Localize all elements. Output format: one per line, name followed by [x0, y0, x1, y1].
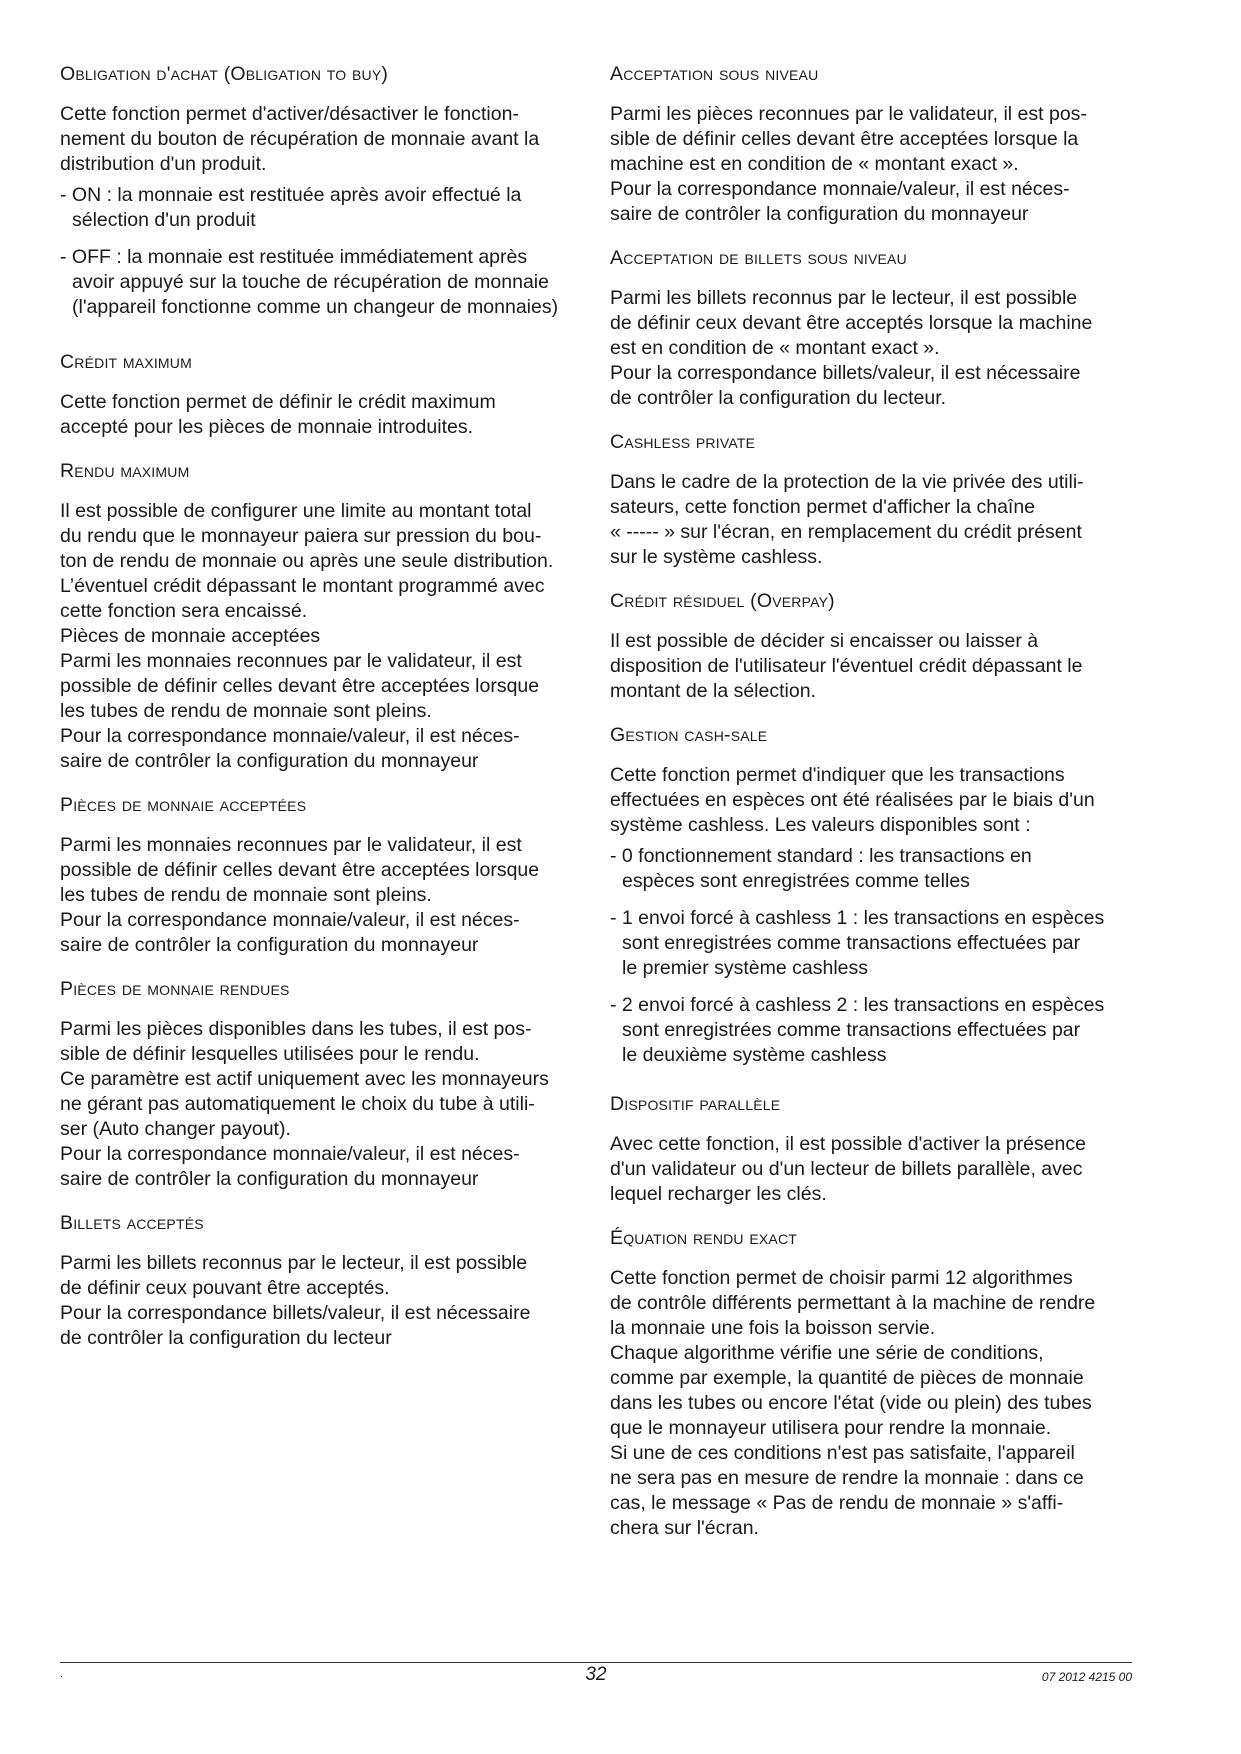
- section-heading: Crédit résiduel (Overpay): [610, 590, 835, 612]
- section-heading: Pièces de monnaie rendues: [60, 978, 290, 1000]
- list-item: - OFF : la monnaie est restituée immédiatement après avoir appuyé sur la touche de récupération de monnaie (l'appareil fonctionne comme un changeur de monnaies): [60, 246, 559, 318]
- paragraph: Cette fonction permet de choisir parmi 12 algorithmes de contrôle différents permettant à la machine de rendre la monnaie une fois la boisson servie. Chaque algorithme vérifie une série de conditions, comme par exemple, la quantité de pièces de monnaie dans les tubes ou encore l'état (vide ou plein) des tubes que le monnayeur utilisera pour rendre la monnaie. Si une de ces conditions n'est pas satisfaite, l'appareil ne sera pas en mesure de rendre la monnaie : dans ce cas, le message « Pas de rendu de monnaie » s'affi- chera sur l'écran.: [610, 1267, 1096, 1539]
- section-acceptation-billets-sous-niveau: [610, 246, 1140, 411]
- option-list: [60, 183, 590, 320]
- list-item: - ON : la monnaie est restituée après avoir effectué la sélection d'un produit: [60, 184, 522, 231]
- section-heading: Gestion cash-sale: [610, 724, 768, 746]
- left-column: [60, 62, 590, 1370]
- paragraph: Parmi les pièces reconnues par le validateur, il est pos- sible de définir celles devant être acceptées lorsque la machine est en condition de « montant exact ». Pour la correspondance monnaie/valeur, il est néces- saire de contrôler la configuration du monnayeur: [610, 103, 1087, 225]
- list-item: - 1 envoi forcé à cashless 1 : les transactions en espèces sont enregistrées comme transactions effectuées par le premier système cashless: [610, 907, 1105, 979]
- paragraph: Parmi les billets reconnus par le lecteur, il est possible de définir ceux devant être acceptés lorsque la machine est en condition de « montant exact ». Pour la correspondance billets/valeur, il est nécessaire de contrôler la configuration du lecteur.: [610, 287, 1093, 409]
- paragraph: Avec cette fonction, il est possible d'activer la présence d'un validateur ou d'un lecteur de billets parallèle, avec lequel recharger les clés.: [610, 1133, 1086, 1205]
- section-pieces-rendues: [60, 977, 590, 1192]
- footer-mark: .: [60, 1668, 64, 1680]
- section-equation-rendu-exact: [610, 1226, 1140, 1541]
- section-obligation-achat: [60, 62, 590, 320]
- paragraph: Parmi les monnaies reconnues par le validateur, il est possible de définir celles devant être acceptées lorsque les tubes de rendu de monnaie sont pleins. Pour la correspondance monnaie/valeur, il est néces- saire de contrôler la configuration du monnayeur: [60, 834, 540, 956]
- section-rendu-maximum: [60, 459, 590, 774]
- section-pieces-acceptees: [60, 793, 590, 958]
- section-heading: Obligation d'achat (Obligation to buy): [60, 63, 389, 85]
- footer-divider: [60, 1662, 1132, 1663]
- document-code: 07 2012 4215 00: [1041, 1670, 1132, 1684]
- paragraph: Cette fonction permet d'indiquer que les transactions effectuées en espèces ont été réalisées par le biais d'un système cashless. Les valeurs disponibles sont :: [610, 764, 1095, 836]
- section-heading: Pièces de monnaie acceptées: [60, 794, 307, 816]
- section-heading: Acceptation de billets sous niveau: [610, 247, 907, 269]
- paragraph: Cette fonction permet d'activer/désactiver le fonction- nement du bouton de récupération de monnaie avant la distribution d'un produit.: [60, 103, 540, 175]
- section-credit-residuel: [610, 589, 1140, 704]
- section-billets-acceptes: [60, 1211, 590, 1351]
- paragraph: Cette fonction permet de définir le crédit maximum accepté pour les pièces de monnaie introduites.: [60, 391, 496, 438]
- section-acceptation-sous-niveau: [610, 62, 1140, 227]
- section-heading: Cashless private: [610, 431, 756, 453]
- section-heading: Acceptation sous niveau: [610, 63, 819, 85]
- page-number: 32: [585, 1664, 607, 1685]
- section-heading: Équation rendu exact: [610, 1227, 798, 1249]
- section-credit-maximum: [60, 350, 590, 440]
- list-item: - 0 fonctionnement standard : les transactions en espèces sont enregistrées comme telles: [610, 845, 1032, 892]
- paragraph: Parmi les billets reconnus par le lecteur, il est possible de définir ceux pouvant être acceptés. Pour la correspondance billets/valeur, il est nécessaire de contrôler la configuration du lecteur: [60, 1252, 531, 1349]
- section-dispositif-parallele: [610, 1092, 1140, 1207]
- section-heading: Crédit maximum: [60, 351, 192, 373]
- section-heading: Rendu maximum: [60, 460, 190, 482]
- paragraph: Il est possible de décider si encaisser ou laisser à disposition de l'utilisateur l'éventuel crédit dépassant le montant de la sélection.: [610, 630, 1083, 702]
- paragraph: Parmi les pièces disponibles dans les tubes, il est pos- sible de définir lesquelles utilisées pour le rendu. Ce paramètre est actif uniquement avec les monnayeurs ne gérant pas automatiquement le choix du tube à utili- ser (Auto changer payout). Pour la correspondance monnaie/valeur, il est néces- saire de contrôler la configuration du monnayeur: [60, 1018, 549, 1190]
- right-column: [610, 62, 1140, 1560]
- paragraph: Il est possible de configurer une limite au montant total du rendu que le monnayeur paiera sur pression du bou- ton de rendu de monnaie ou après une seule distribution. L’éventuel crédit dépassant le montant programmé avec cette fonction sera encaissé. Pièces de monnaie acceptées Parmi les monnaies reconnues par le validateur, il est possible de définir celles devant être acceptées lorsque les tubes de rendu de monnaie sont pleins. Pour la correspondance monnaie/valeur, il est néces- saire de contrôler la configuration du monnayeur: [60, 500, 554, 772]
- option-list: [610, 844, 1140, 1068]
- section-gestion-cash-sale: [610, 723, 1140, 1068]
- section-heading: Billets acceptés: [60, 1212, 204, 1234]
- list-item: - 2 envoi forcé à cashless 2 : les transactions en espèces sont enregistrées comme transactions effectuées par le deuxième système cashless: [610, 994, 1105, 1066]
- section-heading: Dispositif parallèle: [610, 1093, 781, 1115]
- section-cashless-private: [610, 430, 1140, 570]
- paragraph: Dans le cadre de la protection de la vie privée des utili- sateurs, cette fonction permet d'afficher la chaîne « ----- » sur l'écran, en remplacement du crédit présent sur le système cashless.: [610, 471, 1084, 568]
